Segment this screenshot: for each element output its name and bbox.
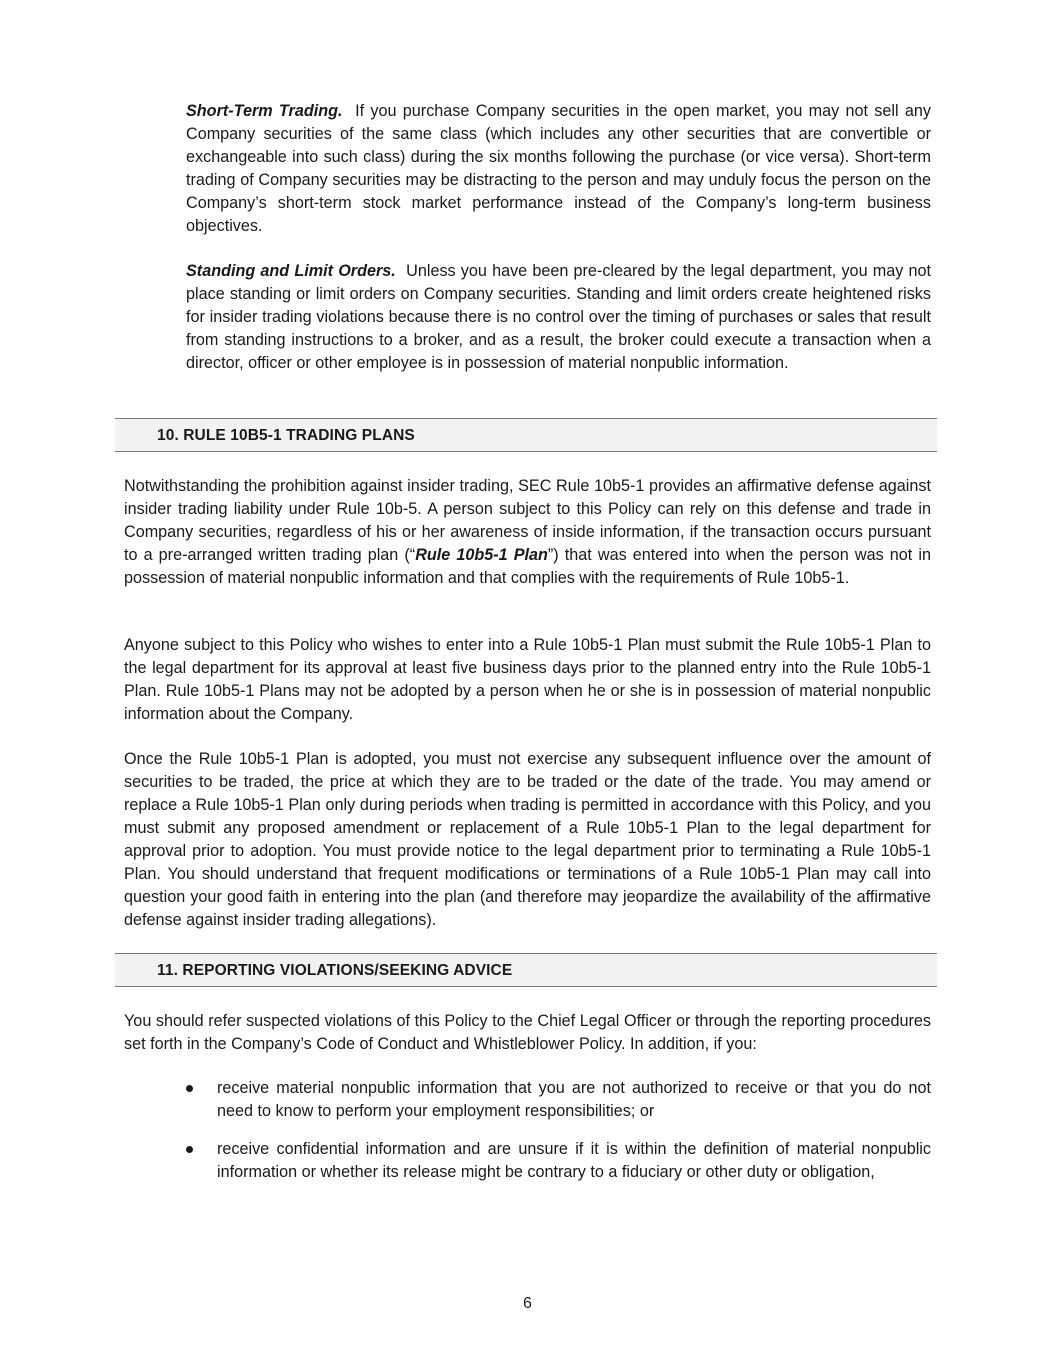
bullet-dot-icon — [186, 1085, 193, 1092]
section-10-paragraph-1 — [124, 475, 931, 590]
section-11-heading-bar — [115, 953, 937, 987]
section-11-heading: 11. REPORTING VIOLATIONS/SEEKING ADVICE — [157, 962, 513, 979]
section-10-heading-bar — [115, 418, 937, 452]
short-term-trading-heading: Short-Term Trading. — [186, 102, 343, 120]
section-11-paragraph-1: You should refer suspected violations of this Policy to the Chief Legal Officer or through the reporting procedures set forth in the Company’s Code of Conduct and Whistleblower Policy. In addition, if you: — [124, 1012, 931, 1053]
bullet-item-2-text: receive confidential information and are unsure if it is within the definition of material nonpublic information or whether its release might be contrary to a fiduciary or other duty or obligation, — [217, 1140, 931, 1181]
section-10-paragraph-1-after: ”) that was entered into when the person was not in possession of material nonpublic information and that complies with the requirements of Rule 10b5-1. — [124, 546, 931, 587]
bullet-item-1-text: receive material nonpublic information that you are not authorized to receive or that you do not need to know to perform your employment responsibilities; or — [217, 1079, 931, 1120]
short-term-trading-text: If you purchase Company securities in the open market, you may not sell any Company securities of the same class (which includes any other securities that are convertible or exchangeable into such class) during the six months following the purchase (or vice versa). Short-term trading of Company securities may be distracting to the person and may unduly focus the person on the Company’s short-term stock market performance instead of the Company’s long-term business objectives. — [186, 102, 931, 235]
short-term-trading-paragraph — [186, 100, 931, 238]
standing-limit-orders-paragraph — [186, 260, 931, 375]
bullet-item-2 — [186, 1138, 931, 1184]
page-number: 6 — [523, 1295, 532, 1312]
section-10-paragraph-3: Once the Rule 10b5-1 Plan is adopted, you must not exercise any subsequent influence over the amount of securities to be traded, the price at which they are to be traded or the date of the trade. You may amend or replace a Rule 10b5-1 Plan only during periods when trading is permitted in accordance with this Policy, and you must submit any proposed amendment or replacement of a Rule 10b5-1 Plan to the legal department for approval prior to adoption. You must provide notice to the legal department prior to terminating a Rule 10b5-1 Plan. You should understand that frequent modifications or terminations of a Rule 10b5-1 Plan may call into question your good faith in entering into the plan (and therefore may jeopardize the availability of the affirmative defense against insider trading allegations). — [124, 750, 931, 929]
defined-term-rule-10b5-1-plan: Rule 10b5-1 Plan — [415, 546, 548, 564]
section-10-paragraph-2: Anyone subject to this Policy who wishes to enter into a Rule 10b5-1 Plan must submit the Rule 10b5-1 Plan to the legal department for its approval at least five business days prior to the planned entry into the Rule 10b5-1 Plan. Rule 10b5-1 Plans may not be adopted by a person when he or she is in possession of material nonpublic information about the Company. — [124, 636, 931, 723]
bullet-dot-icon — [186, 1146, 193, 1153]
section-10-paragraph-1-before: Notwithstanding the prohibition against insider trading, SEC Rule 10b5-1 provides an affirmative defense against insider trading liability under Rule 10b-5. A person subject to this Policy can rely on this defense and trade in Company securities, regardless of his or her awareness of inside information, if the transaction occurs pursuant to a pre-arranged written trading plan (“ — [124, 477, 931, 564]
standing-limit-orders-heading: Standing and Limit Orders. — [186, 262, 396, 280]
section-10-heading: 10. RULE 10B5-1 TRADING PLANS — [157, 427, 415, 444]
standing-limit-orders-text: Unless you have been pre-cleared by the legal department, you may not place standing or limit orders on Company securities. Standing and limit orders create heightened risks for insider trading violations because there is no control over the timing of purchases or sales that result from standing instructions to a broker, and as a result, the broker could execute a transaction when a director, officer or other employee is in possession of material nonpublic information. — [186, 262, 931, 372]
bullet-item-1 — [186, 1077, 931, 1123]
